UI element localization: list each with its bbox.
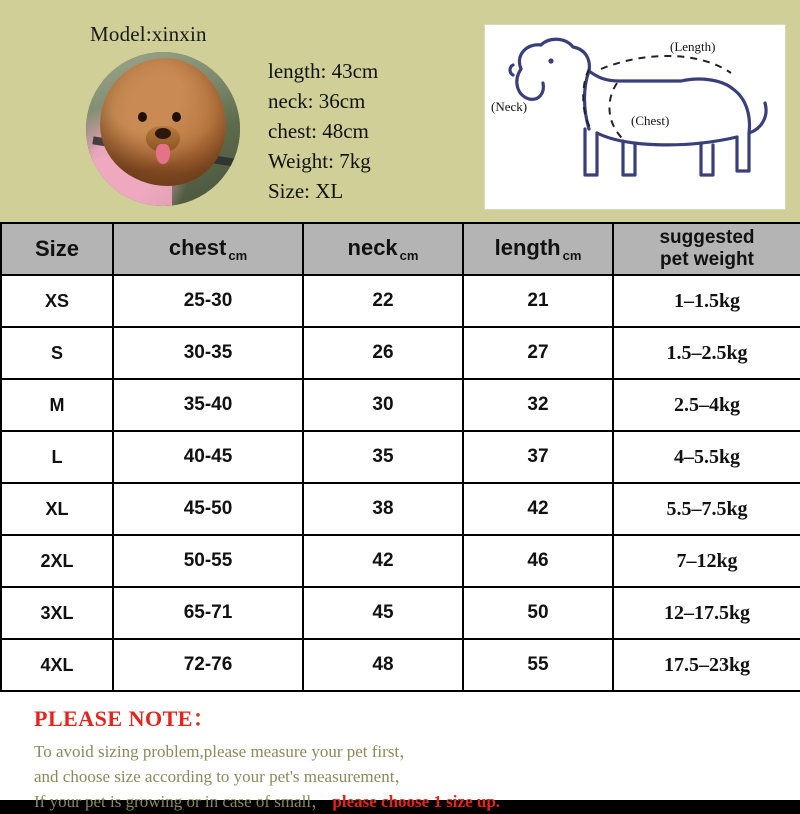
header-neck-text: neck	[347, 234, 398, 260]
cell-length: 21	[463, 275, 613, 327]
note-line-3-emphasis: please choose 1 size up.	[332, 792, 501, 811]
cell-neck: 38	[303, 483, 463, 535]
note-line-3-text: If your pet is growing or in case of small，	[34, 792, 329, 811]
cell-weight: 7–12kg	[613, 535, 800, 587]
cell-size: M	[1, 379, 113, 431]
please-note-section	[0, 692, 800, 814]
table-row	[1, 379, 800, 431]
cell-length: 27	[463, 327, 613, 379]
top-info-panel	[0, 0, 800, 222]
cell-neck: 45	[303, 587, 463, 639]
cell-weight: 1–1.5kg	[613, 275, 800, 327]
header-chest-unit: cm	[228, 248, 248, 264]
cell-chest: 45-50	[113, 483, 303, 535]
cell-chest: 40-45	[113, 431, 303, 483]
header-length-unit: cm	[562, 248, 582, 264]
spec-weight: Weight: 7kg	[268, 149, 371, 173]
cell-length: 32	[463, 379, 613, 431]
cell-chest: 65-71	[113, 587, 303, 639]
cell-weight: 1.5–2.5kg	[613, 327, 800, 379]
header-size-text: Size	[34, 236, 80, 261]
cell-chest: 25-30	[113, 275, 303, 327]
dog-eye-left	[138, 112, 147, 122]
header-length	[463, 223, 613, 275]
diagram-neck-label: (Neck)	[491, 99, 528, 114]
cell-weight: 12–17.5kg	[613, 587, 800, 639]
spec-length: length: 43cm	[268, 59, 379, 83]
note-line-1: To avoid sizing problem,please measure your pet first，	[34, 742, 417, 761]
table-row	[1, 483, 800, 535]
table-row	[1, 327, 800, 379]
measurement-diagram	[484, 24, 786, 210]
table-row	[1, 535, 800, 587]
cell-neck: 48	[303, 639, 463, 691]
cell-neck: 30	[303, 379, 463, 431]
table-row	[1, 639, 800, 691]
diagram-chest-label: (Chest)	[631, 113, 670, 128]
cell-chest: 72-76	[113, 639, 303, 691]
header-length-text: length	[494, 234, 561, 260]
spec-size: Size: XL	[268, 179, 344, 203]
dog-nose	[155, 128, 171, 139]
spec-neck: neck: 36cm	[268, 89, 366, 113]
table-row	[1, 275, 800, 327]
cell-length: 42	[463, 483, 613, 535]
cell-neck: 35	[303, 431, 463, 483]
cell-neck: 22	[303, 275, 463, 327]
header-chest	[113, 223, 303, 275]
table-body	[1, 275, 800, 691]
size-table-wrapper	[0, 222, 800, 692]
note-line-2: and choose size according to your pet's measurement，	[34, 767, 412, 786]
cell-size: L	[1, 431, 113, 483]
cell-length: 55	[463, 639, 613, 691]
dog-tongue	[156, 144, 170, 164]
cell-size: 2XL	[1, 535, 113, 587]
size-table	[0, 222, 800, 692]
cell-weight: 17.5–23kg	[613, 639, 800, 691]
header-chest-text: chest	[168, 234, 227, 260]
pet-measurements	[268, 56, 378, 206]
cell-weight: 4–5.5kg	[613, 431, 800, 483]
dog-outline-svg	[485, 25, 785, 209]
table-row	[1, 431, 800, 483]
cell-weight: 5.5–7.5kg	[613, 483, 800, 535]
header-neck-unit: cm	[399, 248, 419, 264]
table-row	[1, 587, 800, 639]
header-weight-line1: suggested	[659, 227, 755, 248]
cell-size: S	[1, 327, 113, 379]
model-label: Model:xinxin	[90, 22, 207, 46]
cell-weight: 2.5–4kg	[613, 379, 800, 431]
diagram-length-label: (Length)	[670, 39, 716, 54]
cell-length: 50	[463, 587, 613, 639]
dog-head	[100, 58, 226, 186]
cell-chest: 50-55	[113, 535, 303, 587]
header-weight	[613, 223, 800, 275]
cell-length: 37	[463, 431, 613, 483]
cell-size: 3XL	[1, 587, 113, 639]
pet-photo	[86, 52, 240, 206]
cell-size: XL	[1, 483, 113, 535]
note-title: PLEASE NOTE：	[34, 706, 216, 731]
cell-size: XS	[1, 275, 113, 327]
cell-chest: 30-35	[113, 327, 303, 379]
cell-length: 46	[463, 535, 613, 587]
note-line-3	[34, 789, 770, 814]
cell-chest: 35-40	[113, 379, 303, 431]
cell-neck: 42	[303, 535, 463, 587]
dog-eye-right	[172, 112, 181, 122]
cell-neck: 26	[303, 327, 463, 379]
header-size	[1, 223, 113, 275]
table-header-row	[1, 223, 800, 275]
cell-size: 4XL	[1, 639, 113, 691]
spec-chest: chest: 48cm	[268, 119, 369, 143]
header-weight-line2: pet weight	[660, 249, 754, 270]
header-neck	[303, 223, 463, 275]
